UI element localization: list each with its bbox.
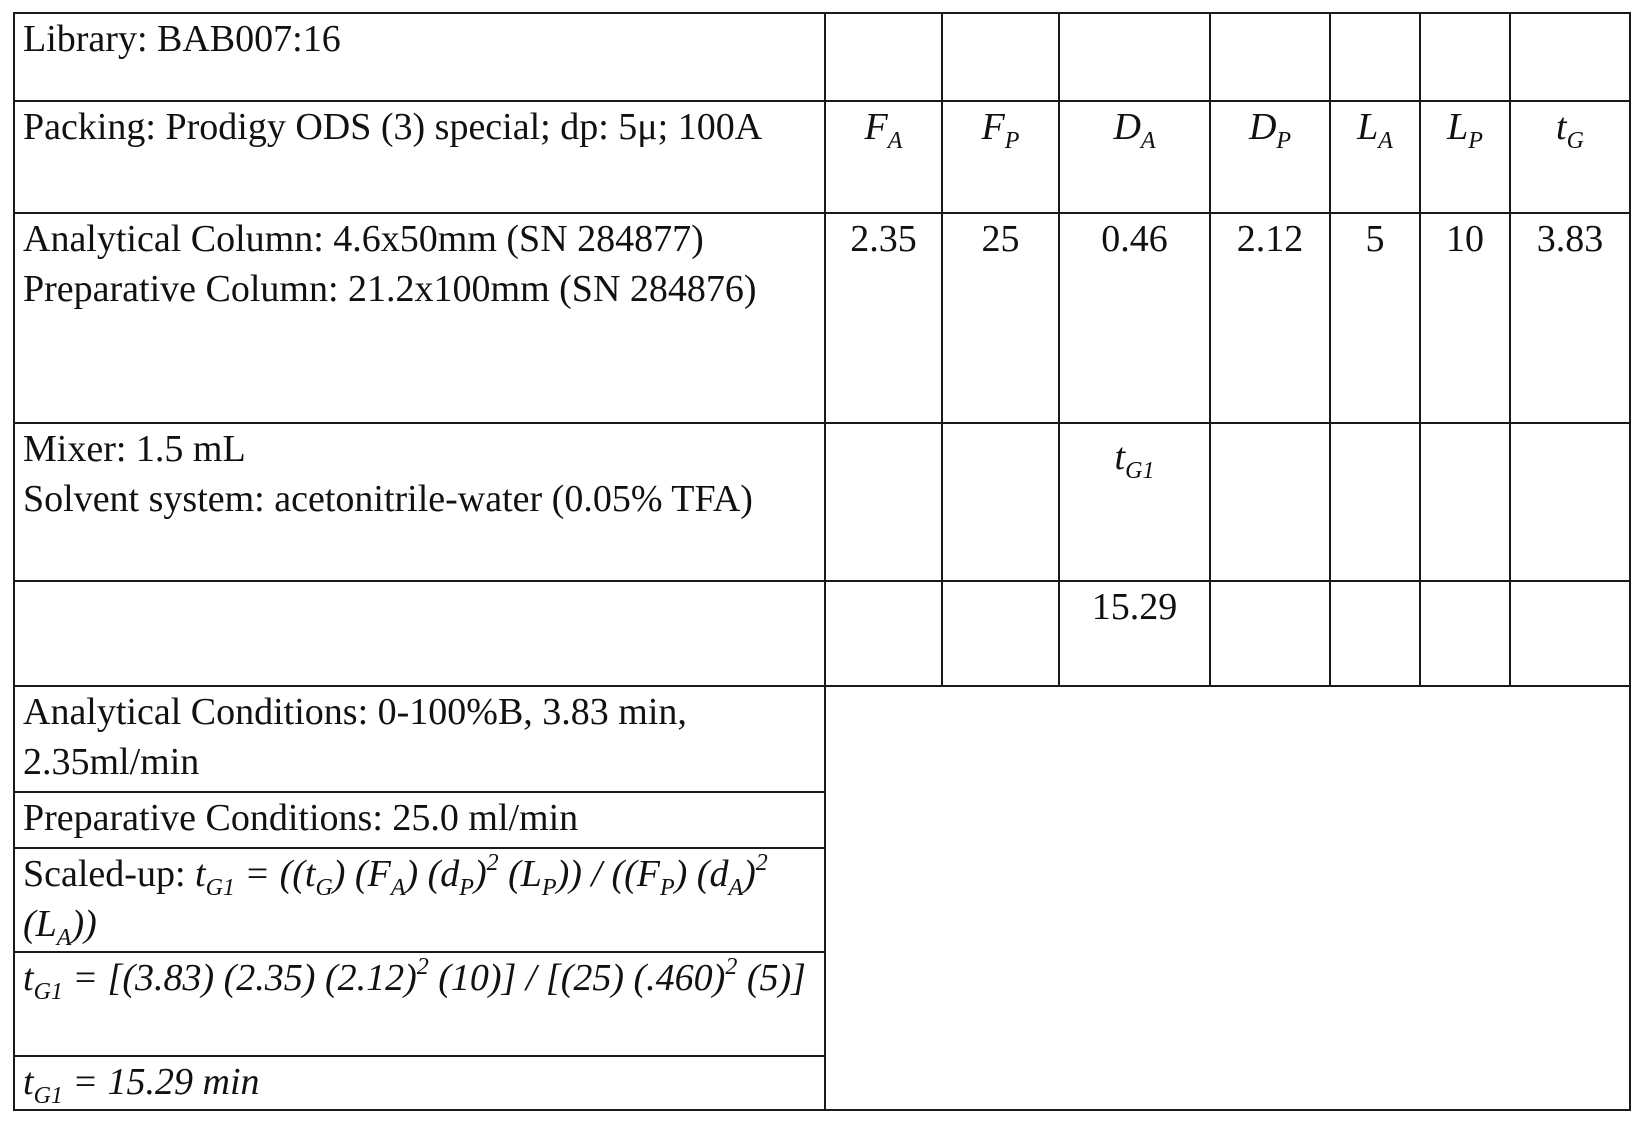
library-row (14, 13, 1630, 101)
value-tG1: 15.29 (1059, 581, 1210, 686)
header-LA: $L_A$ (1330, 101, 1420, 213)
packing-header-row (14, 101, 1630, 213)
empty-cell (1420, 13, 1510, 101)
result-cell (14, 1056, 825, 1110)
empty-cell (1330, 13, 1420, 101)
value-DA: 0.46 (1059, 213, 1210, 423)
blank-right-area (825, 686, 1630, 1110)
empty-cell (1510, 13, 1630, 101)
packing-cell (14, 101, 825, 213)
empty-cell (1330, 581, 1420, 686)
empty-cell (942, 581, 1059, 686)
value-LA: 5 (1330, 213, 1420, 423)
value-LP: 10 (1420, 213, 1510, 423)
result-formula: $t_{G1} = 15.29$ min (23, 1061, 260, 1109)
empty-cell (825, 423, 942, 581)
packing-label: Packing: Prodigy ODS (3) special; dp: 5μ; 100A (23, 106, 763, 148)
empty-cell (1210, 13, 1330, 101)
tG1-value-row (14, 581, 1630, 686)
empty-cell (1420, 423, 1510, 581)
mixer-label: Mixer: 1.5 mL (23, 428, 246, 470)
analytical-conditions-label: Analytical Conditions: 0-100%B, 3.83 min, 2.35ml/min (23, 691, 687, 783)
preparative-column-label: Preparative Column: 21.2x100mm (SN 284876) (23, 268, 757, 310)
columns-cell (14, 213, 825, 423)
mixer-cell (14, 423, 825, 581)
analytical-conditions-cell (14, 686, 825, 792)
empty-cell (1420, 581, 1510, 686)
empty-cell (942, 423, 1059, 581)
empty-cell (14, 581, 825, 686)
preparative-conditions-label: Preparative Conditions: 25.0 ml/min (23, 797, 579, 839)
substitution-formula: $t_{G1} = [(3.83)$ (2.35) $(2.12)^2$ (10)] / [(25) $(.460)^2$ (5)] (23, 954, 806, 1005)
mixer-row (14, 423, 1630, 581)
preparative-conditions-cell (14, 792, 825, 848)
library-cell (14, 13, 825, 101)
value-tG: 3.83 (1510, 213, 1630, 423)
header-tG: $t_G$ (1510, 101, 1630, 213)
value-FP: 25 (942, 213, 1059, 423)
empty-cell (1059, 13, 1210, 101)
analytical-conditions-row (14, 686, 1630, 792)
empty-cell (1210, 581, 1330, 686)
solvent-label: Solvent system: acetonitrile-water (0.05% TFA) (23, 478, 753, 520)
empty-cell (1210, 423, 1330, 581)
empty-cell (1330, 423, 1420, 581)
empty-cell (1510, 581, 1630, 686)
library-label: Library: BAB007:16 (23, 18, 341, 60)
substitution-cell (14, 952, 825, 1056)
analytical-column-label: Analytical Column: 4.6x50mm (SN 284877) (23, 218, 704, 260)
scaled-up-prefix: Scaled-up: (23, 853, 196, 895)
header-DP: $D_P$ (1210, 101, 1330, 213)
header-tG1: $t_{G1}$ (1059, 423, 1210, 581)
header-LP: $L_P$ (1420, 101, 1510, 213)
empty-cell (1510, 423, 1630, 581)
header-FA: $F_A$ (825, 101, 942, 213)
columns-values-row (14, 213, 1630, 423)
header-DA: $D_A$ (1059, 101, 1210, 213)
header-FP: $F_P$ (942, 101, 1059, 213)
empty-cell (942, 13, 1059, 101)
empty-cell (825, 13, 942, 101)
empty-cell (825, 581, 942, 686)
scale-up-table (13, 12, 1631, 1111)
value-FA: 2.35 (825, 213, 942, 423)
value-DP: 2.12 (1210, 213, 1330, 423)
scaled-up-formula: $t_{G1} = ((t_G)$ $(F_A)$ $(d_P)^2$ $(L_P)) / ((F_P)$ $(d_A)^2$ $(L_A)$) (23, 850, 768, 951)
scaled-up-cell (14, 848, 825, 952)
